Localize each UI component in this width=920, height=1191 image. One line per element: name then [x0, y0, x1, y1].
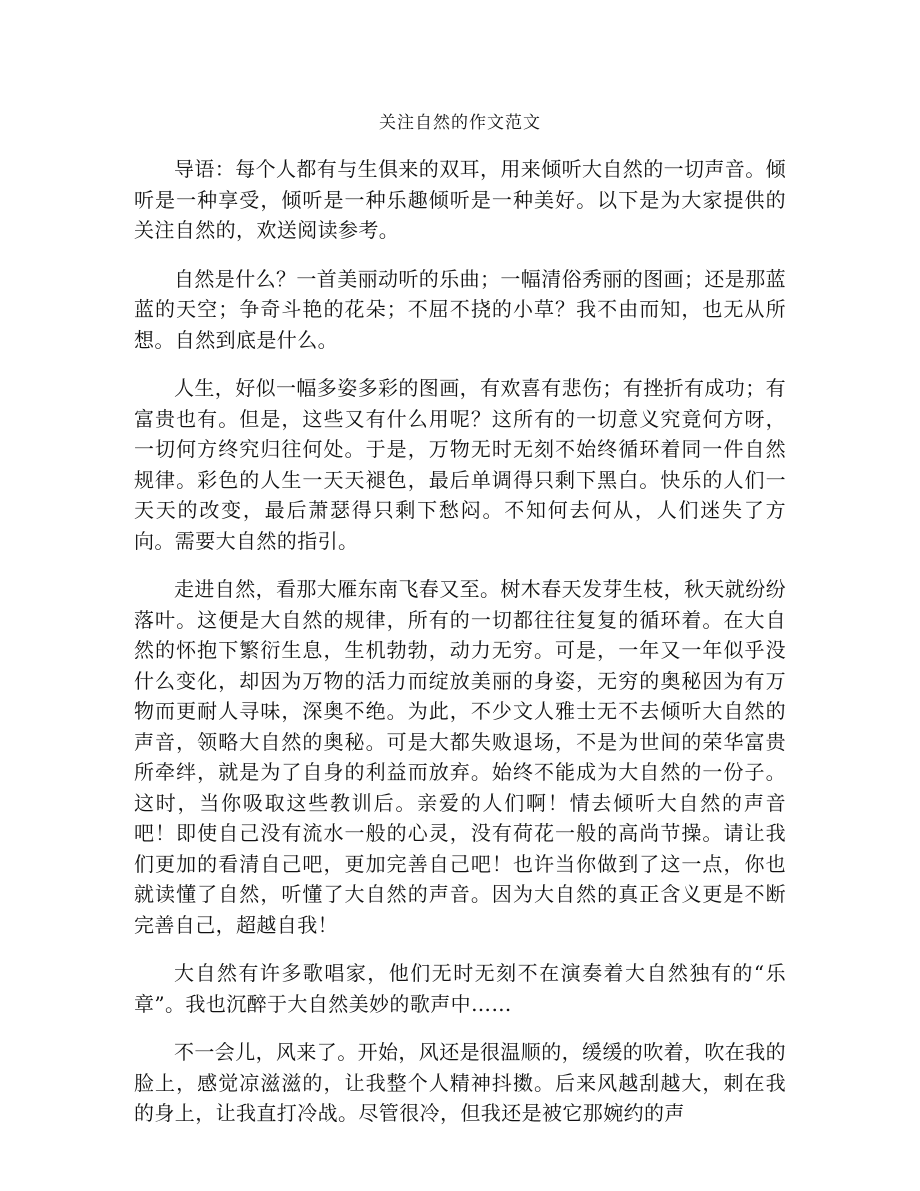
paragraph-wind: 不一会儿，风来了。开始，风还是很温顺的，缓缓的吹着，吹在我的脸上，感觉凉滋滋的，让我整个人精神抖擞。后来风越刮越大，刺在我的身上，让我直打冷战。尽管很冷，但我还是被它那婉约的声 [134, 1040, 786, 1125]
paragraph-intro: 导语：每个人都有与生俱来的双耳，用来倾听大自然的一切声音。倾听是一种享受，倾听是一种乐趣倾听是一种美好。以下是为大家提供的关注自然的，欢送阅读参考。 [134, 157, 786, 242]
document-page [134, 110, 786, 1147]
paragraph-singers: 大自然有许多歌唱家，他们无时无刻不在演奏着大自然独有的“乐章”。我也沉醉于大自然美妙的歌声中…… [134, 961, 786, 1016]
paragraph-into-nature: 走进自然，看那大雁东南飞春又至。树木春天发芽生枝，秋天就纷纷落叶。这便是大自然的规律，所有的一切都往往复复的循环着。在大自然的怀抱下繁衍生息，生机勃勃，动力无穷。可是，一年又一年似乎没什么变化，却因为万物的活力而绽放美丽的身姿，无穷的奥秘因为有万物而更耐人寻味，深奥不绝。为此，不少文人雅士无不去倾听大自然的声音，领略大自然的奥秘。可是大都失败退场，不是为世间的荣华富贵所牵绊，就是为了自身的利益而放弃。始终不能成为大自然的一份子。这时，当你吸取这些教训后。亲爱的人们啊！情去倾听大自然的声音吧！即使自己没有流水一般的心灵，没有荷花一般的高尚节操。请让我们更加的看清自己吧，更加完善自己吧！也许当你做到了这一点，你也就读懂了自然，听懂了大自然的声音。因为大自然的真正含义更是不断完善自己，超越自我！ [134, 577, 786, 937]
paragraph-life: 人生，好似一幅多姿多彩的图画，有欢喜有悲伤；有挫折有成功；有富贵也有。但是，这些又有什么用呢？这所有的一切意义究竟何方呀，一切何方终究归往何处。于是，万物无时无刻不始终循环着同一件自然规律。彩色的人生一天天褪色，最后单调得只剩下黑白。快乐的人们一天天的改变，最后萧瑟得只剩下愁闷。不知何去何从，人们迷失了方向。需要大自然的指引。 [134, 376, 786, 553]
paragraph-what-is-nature: 自然是什么？一首美丽动听的乐曲；一幅清俗秀丽的图画；还是那蓝蓝的天空；争奇斗艳的花朵；不屈不挠的小草？我不由而知，也无从所想。自然到底是什么。 [134, 266, 786, 352]
document-title: 关注自然的作文范文 [379, 113, 541, 133]
